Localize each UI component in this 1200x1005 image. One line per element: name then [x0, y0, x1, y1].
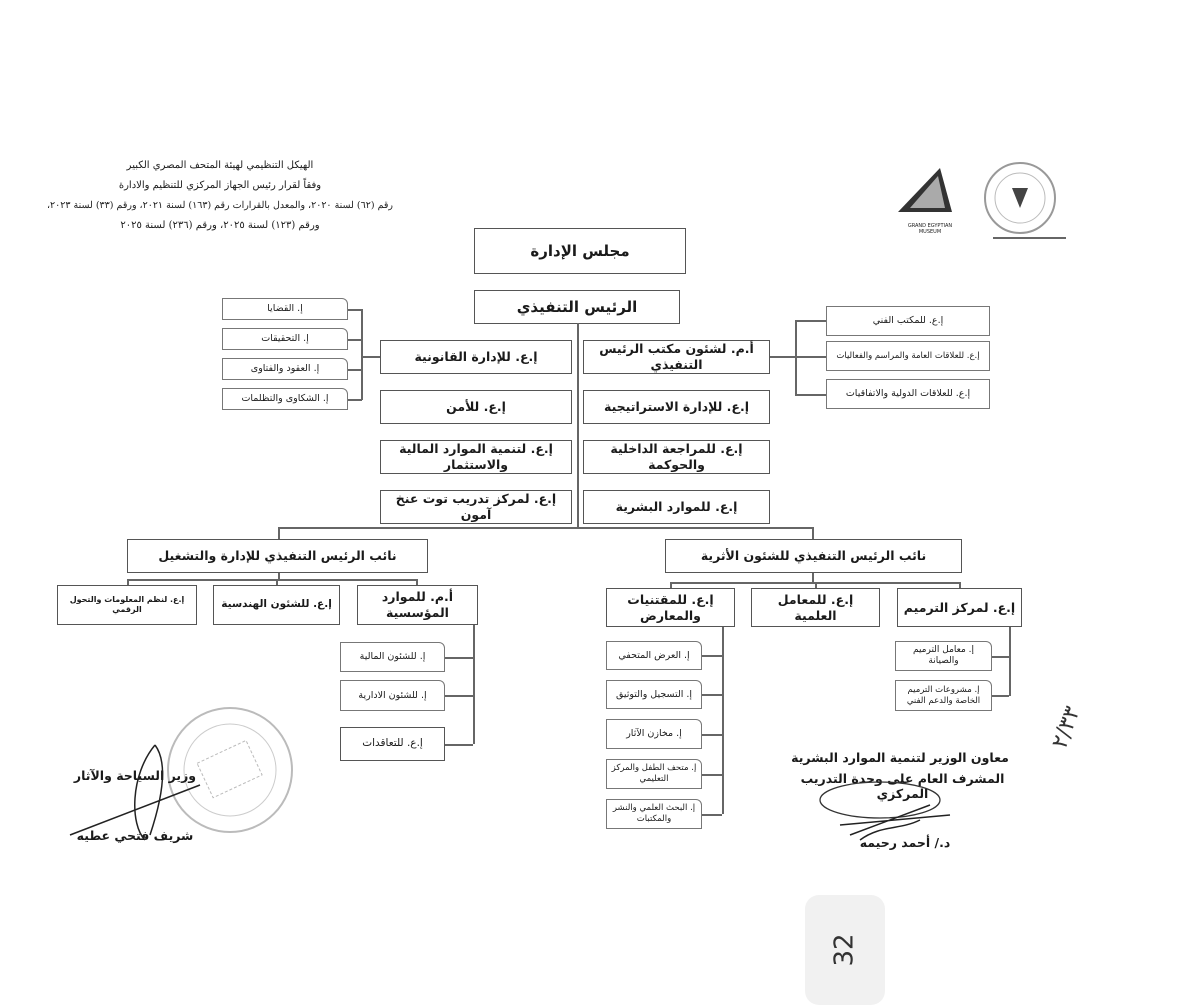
- office-sub-box: إ.ع. للعلاقات الدولية والاتفاقيات: [826, 379, 990, 409]
- header-line: الهيكل التنظيمي لهيئة المتحف المصري الكبير: [126, 160, 314, 171]
- minister-signature: [60, 735, 210, 845]
- collections-sub-box: إ. العرض المتحفي: [606, 641, 702, 670]
- handwritten-note: ٢/٣٣: [1047, 703, 1086, 752]
- page-number-tab: [805, 895, 885, 1005]
- office-sub-box: إ.ع. للمكتب الفني: [826, 306, 990, 336]
- right-unit-box: إ.ع. للإدارة الاستراتيجية: [583, 390, 770, 424]
- legal-sub-box: إ. القضايا: [222, 298, 348, 320]
- arch-unit-box: إ.ع. للمعامل العلمية: [751, 588, 880, 627]
- assistant-name: د./ أحمد رحيمه: [859, 835, 951, 850]
- resources-sub-box: إ. للشئون الادارية: [340, 680, 445, 711]
- resources-sub-box: إ.ع. للتعاقدات: [340, 727, 445, 761]
- collections-sub-box: إ. التسجيل والتوثيق: [606, 680, 702, 709]
- gem-logo-text: GRAND EGYPTIAN MUSEUM: [907, 223, 953, 235]
- legal-sub-box: إ. العقود والفتاوى: [222, 358, 348, 380]
- legal-sub-box: إ. الشكاوى والتظلمات: [222, 388, 348, 410]
- restoration-sub-box: إ. مشروعات الترميم الخاصة والدعم الفني: [895, 680, 992, 711]
- office-sub-box: إ.ع. للعلاقات العامة والمراسم والفعاليات: [826, 341, 990, 371]
- left-unit-box: إ.ع. لتنمية الموارد المالية والاستثمار: [380, 440, 572, 474]
- resources-sub-box: إ. للشئون المالية: [340, 642, 445, 672]
- right-unit-box: أ.م. لشئون مكتب الرئيس التنفيذي: [583, 340, 770, 374]
- minister-title: وزير السياحة والآثار: [73, 768, 197, 783]
- right-unit-box: إ.ع. للموارد البشرية: [583, 490, 770, 524]
- board-box: مجلس الإدارة: [474, 228, 686, 274]
- gem-logo: [890, 160, 960, 240]
- ops-unit-box: إ.ع. لنظم المعلومات والتحول الرقمي: [57, 585, 197, 625]
- legal-sub-box: إ. التحقيقات: [222, 328, 348, 350]
- header-line: رقم (٦٢) لسنة ٢٠٢٠، والمعدل بالقرارات رقم (١٦٣) لسنة ٢٠٢١، ورقم (٣٣) لسنة ٢٠٢٣،: [46, 200, 394, 211]
- left-unit-box: إ.ع. للأمن: [380, 390, 572, 424]
- left-unit-box: إ.ع. لمركز تدريب توت عنخ آمون: [380, 490, 572, 524]
- arch-unit-box: إ.ع. لمركز الترميم: [897, 588, 1022, 627]
- deputy-arch-box: نائب الرئيس التنفيذي للشئون الأثرية: [665, 539, 962, 573]
- ministry-seal-logo: [978, 158, 1068, 242]
- restoration-sub-box: إ. معامل الترميم والصيانة: [895, 641, 992, 671]
- header-line: ورقم (١٢٣) لسنة ٢٠٢٥، ورقم (٢٣٦) لسنة ٢٠٢٥: [120, 220, 320, 231]
- right-unit-box: إ.ع. للمراجعة الداخلية والحوكمة: [583, 440, 770, 474]
- ops-unit-box: إ.ع. للشئون الهندسية: [213, 585, 340, 625]
- assistant-title-2: المشرف العام على وحدة التدريب المركزي: [800, 771, 1005, 801]
- assistant-title-1: معاون الوزير لتنمية الموارد البشرية: [791, 750, 1009, 765]
- arch-unit-box: إ.ع. للمقتنيات والمعارض: [606, 588, 735, 627]
- left-unit-box: إ.ع. للإدارة القانونية: [380, 340, 572, 374]
- ceo-box: الرئيس التنفيذي: [474, 290, 680, 324]
- minister-name: شريف فتحي عطيه: [76, 828, 194, 843]
- ops-unit-box: أ.م. للموارد المؤسسية: [357, 585, 478, 625]
- header-line: وفقاً لقرار رئيس الجهاز المركزي للتنظيم والادارة: [118, 180, 322, 191]
- collections-sub-box: إ. مخازن الآثار: [606, 719, 702, 749]
- collections-sub-box: إ. البحث العلمي والنشر والمكتبات: [606, 799, 702, 829]
- deputy-ops-box: نائب الرئيس التنفيذي للإدارة والتشغيل: [127, 539, 428, 573]
- collections-sub-box: إ. متحف الطفل والمركز التعليمي: [606, 759, 702, 789]
- page-number: 32: [830, 933, 860, 967]
